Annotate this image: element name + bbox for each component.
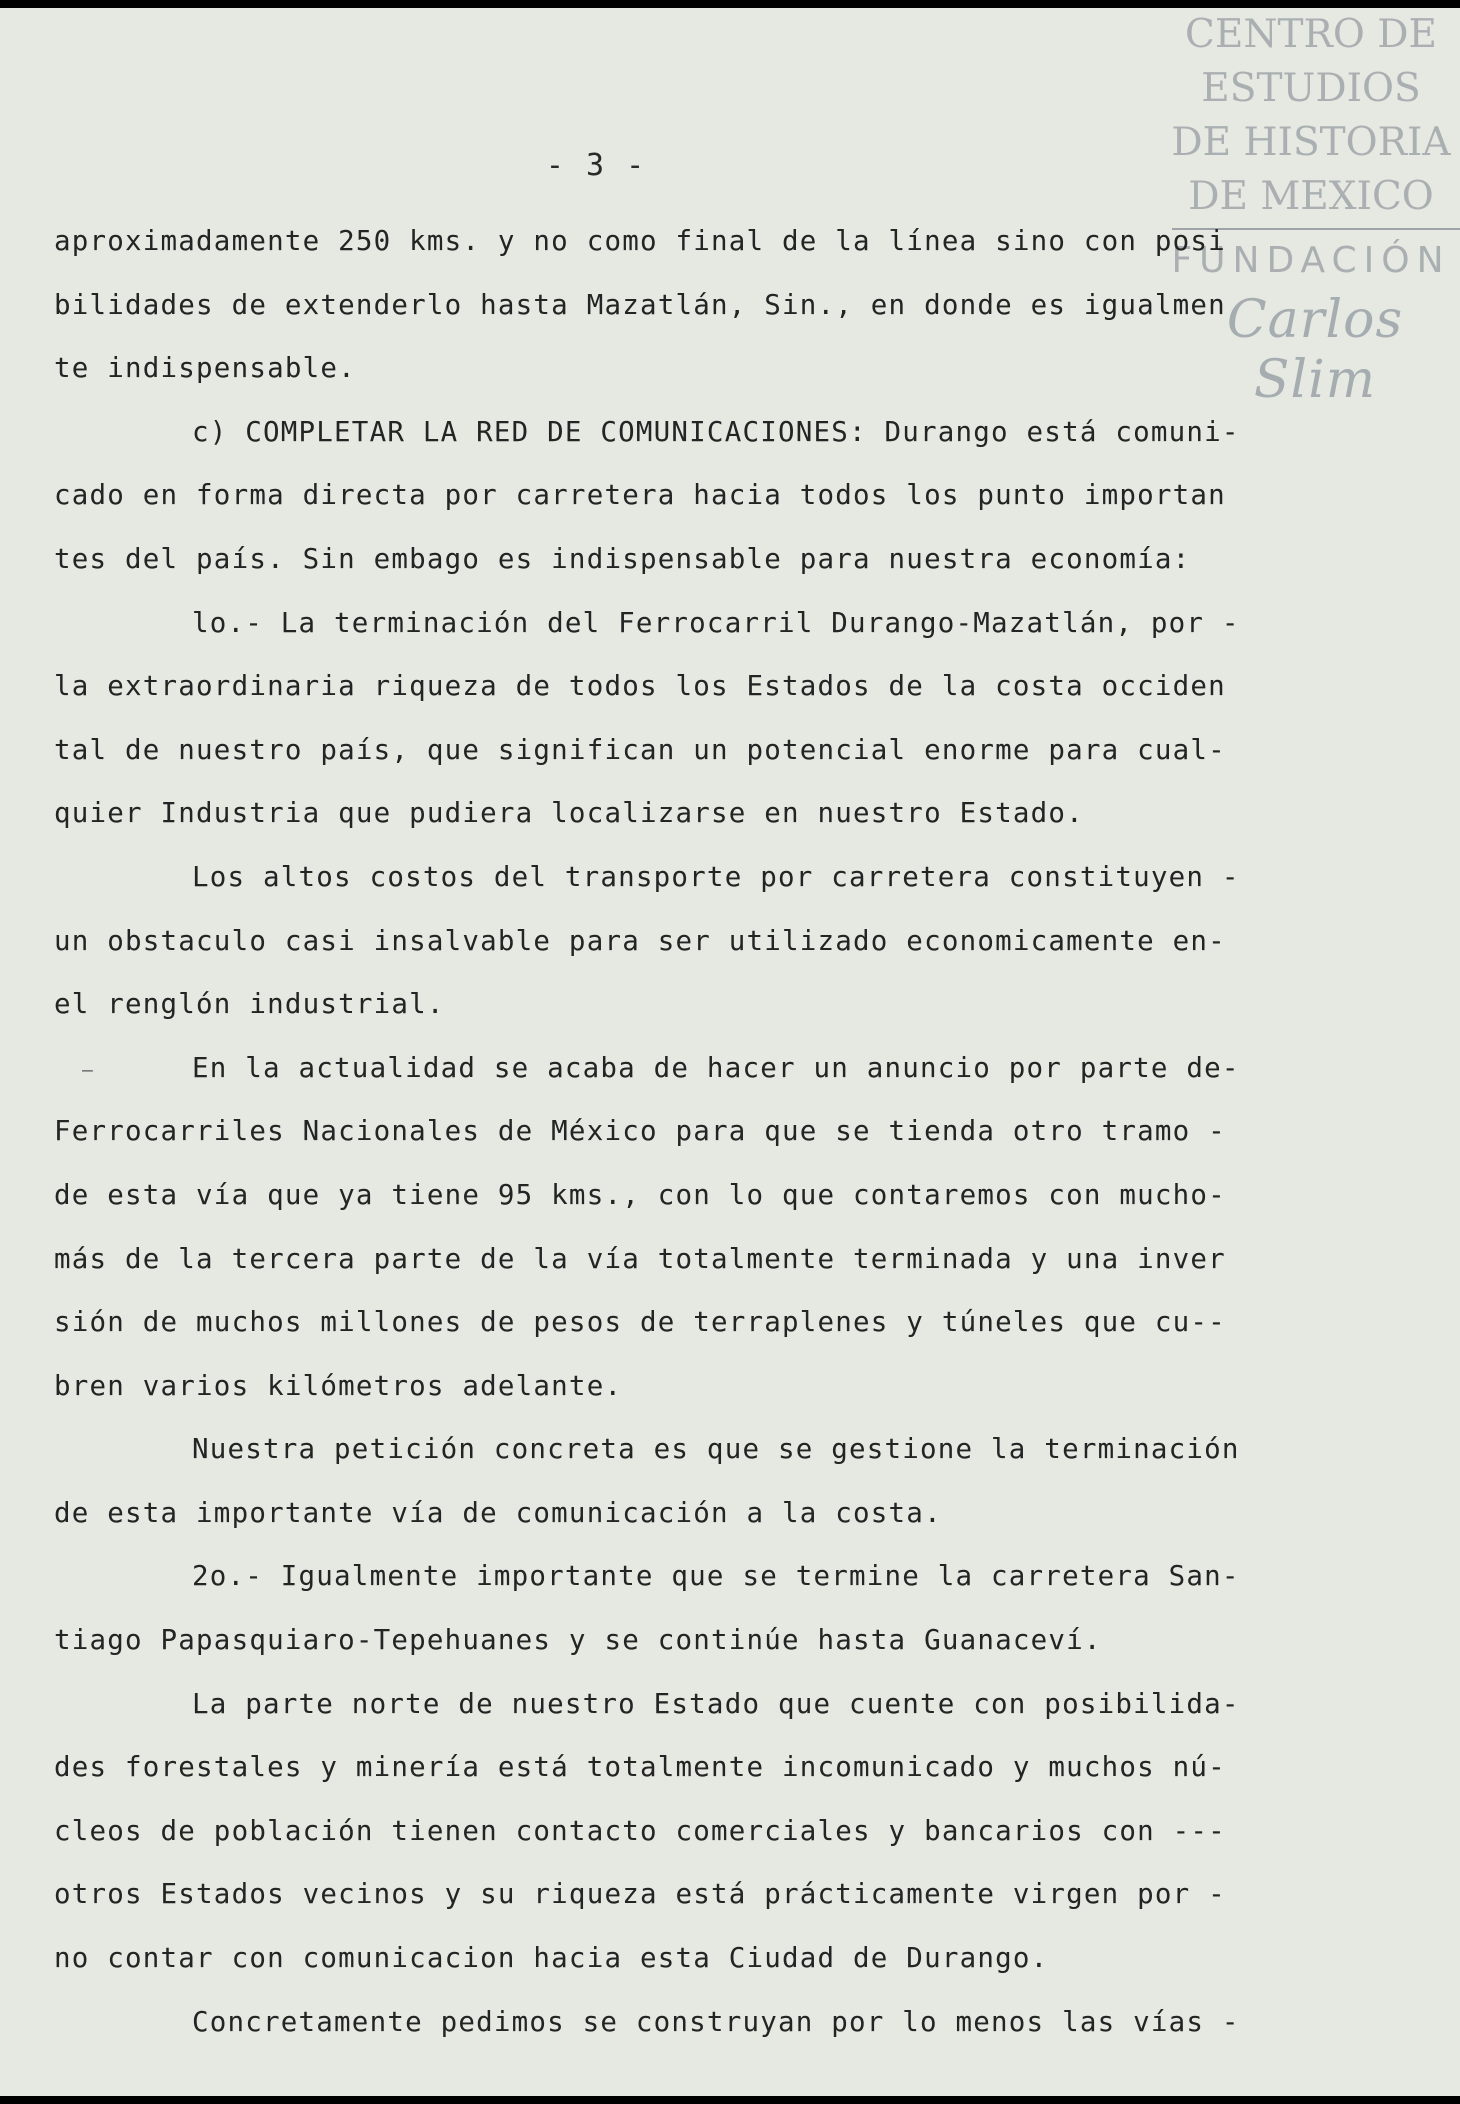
text-line: aproximadamente 250 kms. y no como final de la línea sino con posi bbox=[54, 225, 1226, 257]
text-line: bren varios kilómetros adelante. bbox=[54, 1369, 623, 1402]
text-line: el renglón industrial. bbox=[54, 988, 445, 1021]
text-line: no contar con comunicacion hacia esta Ciudad de Durango. bbox=[54, 1942, 1049, 1975]
text-line: 2o.- Igualmente importante que se termine la carretera San- bbox=[192, 1560, 1240, 1593]
text-line: c) COMPLETAR LA RED DE COMUNICACIONES: Durango está comuni- bbox=[192, 415, 1240, 448]
text-line: tes del país. Sin embago es indispensable para nuestra economía: bbox=[54, 542, 1191, 575]
text-line: de esta vía que ya tiene 95 kms., con lo que contaremos con mucho- bbox=[54, 1178, 1226, 1211]
text-line: tiago Papasquiaro-Tepehuanes y se continúe hasta Guanaceví. bbox=[54, 1624, 1102, 1657]
text-line: tal de nuestro país, que significan un potencial enorme para cual- bbox=[54, 733, 1226, 766]
watermark-foundation: FUNDACIÓN bbox=[1171, 240, 1451, 281]
document-page bbox=[0, 8, 1460, 2096]
text-line: sión de muchos millones de pesos de terraplenes y túneles que cu-- bbox=[54, 1306, 1226, 1339]
text-line: más de la tercera parte de la vía totalmente terminada y una inver bbox=[54, 1242, 1226, 1275]
text-line: cado en forma directa por carretera hacia todos los punto importan bbox=[54, 479, 1226, 512]
body-text bbox=[54, 210, 1354, 2054]
text-line: Nuestra petición concreta es que se gestione la terminación bbox=[192, 1433, 1240, 1466]
text-line: de esta importante vía de comunicación a la costa. bbox=[54, 1496, 942, 1529]
text-line: otros Estados vecinos y su riqueza está prácticamente virgen por - bbox=[54, 1878, 1226, 1911]
watermark-line: DE MEXICO bbox=[1188, 174, 1434, 219]
text-line: des forestales y minería está totalmente incomunicado y muchos nú- bbox=[54, 1751, 1226, 1784]
text-line: la extraordinaria riqueza de todos los Estados de la costa occiden bbox=[54, 670, 1226, 703]
text-line: un obstaculo casi insalvable para ser utilizado economicamente en- bbox=[54, 924, 1226, 957]
text-line: cleos de población tienen contacto comerciales y bancarios con --- bbox=[54, 1814, 1226, 1847]
text-line: Ferrocarriles Nacionales de México para que se tienda otro tramo - bbox=[54, 1115, 1226, 1148]
page-number: - 3 - bbox=[545, 148, 647, 183]
watermark-line: DE HISTORIA bbox=[1171, 120, 1451, 165]
watermark-line: CENTRO DE bbox=[1185, 12, 1437, 57]
margin-mark-icon: – bbox=[82, 1060, 93, 1081]
text-line: lo.- La terminación del Ferrocarril Durango-Mazatlán, por - bbox=[192, 606, 1240, 639]
text-line: Los altos costos del transporte por carretera constituyen - bbox=[192, 860, 1240, 893]
watermark-signature: Carlos Slim bbox=[1226, 290, 1404, 410]
watermark-line: ESTUDIOS bbox=[1201, 66, 1421, 111]
text-line: bilidades de extenderlo hasta Mazatlán, Sin., en donde es igualmen bbox=[54, 288, 1226, 321]
text-line: Concretamente pedimos se construyan por lo menos las vías - bbox=[192, 2005, 1240, 2038]
text-line: En la actualidad se acaba de hacer un anuncio por parte de- bbox=[192, 1051, 1240, 1084]
text-line: te indispensable. bbox=[54, 352, 356, 385]
text-line: La parte norte de nuestro Estado que cuente con posibilida- bbox=[192, 1687, 1240, 1720]
scan-border bbox=[0, 2096, 1460, 2104]
text-line: quier Industria que pudiera localizarse en nuestro Estado. bbox=[54, 797, 1084, 830]
